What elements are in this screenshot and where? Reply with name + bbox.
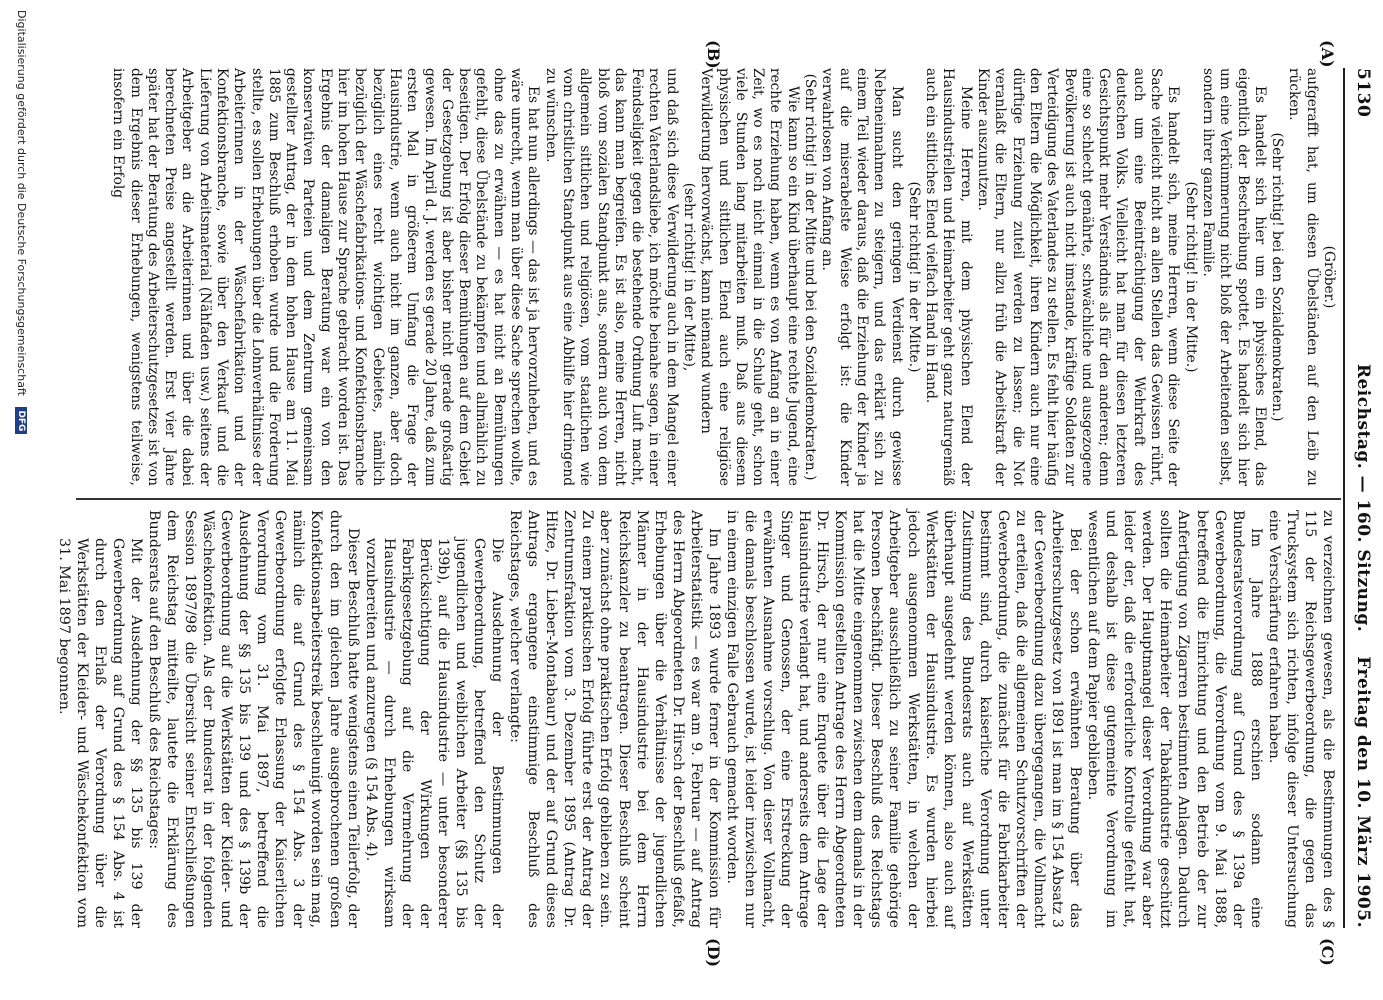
page-header [1343, 68, 1373, 928]
paragraph: (Sehr richtig! in der Mitte.) [1182, 181, 1199, 373]
paragraph: und daß sich diese Verwilderung auch in dem Mangel einer rechten Vaterlandsliebe, ich möchte beinahe sagen, in einer Feindseligkeit gegen die bestehende Ordnung Luft macht, das kann man begreifen. Es ist also, meine Herren, nicht bloß vom sozialen Standpunkt aus, sondern auch von dem allgemein sittlichen und religiösen, vom staatlichen wie vom christlichen Standpunkt aus eine Abhilfe hier dringend zu wünschen. [542, 68, 680, 486]
margin-mark-d: (D) [704, 938, 723, 968]
paragraph: Im Jahre 1888 erschien sodann eine Bundesratsverordnung auf Grund des § 139a der Gewerbeordnung, die Verordnung vom 9. Mai 1888, betreffend die Einrichtung und den Betrieb der zur Anfertigung von Zigarren bestimmten Anlagen. Dadurch sollten die Heimarbeiter der Tabakindustrie geschützt werden. Der Hauptmangel dieser Verordnung war aber leider der, daß die erforderliche Kontrolle gefehlt hat, und deshalb ist diese gutgemeinte Verordnung im wesentlichen auf dem Papier geblieben. [1085, 510, 1264, 928]
page-date: Freitag den 10. März 1905. [1353, 656, 1373, 928]
page-footer [15, 10, 28, 434]
paragraph: Meine Herren, mit dem physischen Elend der Hausindustriellen und Heimarbeiter geht ganz naturgemäß auch ein sittliches Elend vielfach Hand in Hand. [923, 68, 974, 486]
right-text-column [55, 510, 1337, 928]
paragraph: zu verzeichnen gewesen, als die Bestimmungen des § 115 der Reichsgewerbeordnung, die gegen das Trucksystem sich richten, infolge dieser Untersuchung eine Verschärfung erfahren haben. [1265, 510, 1336, 928]
paragraph: (Sehr richtig! in der Mitte.) [905, 181, 922, 373]
paragraph: aufgerafft hat, um diesen Übelständen auf den Leib zu rücken. [1286, 68, 1320, 486]
paragraph: (Sehr richtig! in der Mitte und bei den Sozialdemokraten.) [802, 73, 819, 481]
paragraph: Wie kann so ein Kind überhaupt eine rechte Jugend, eine rechte Erziehung haben, wenn es von Anfang an in einer Zeit, wo es noch nicht einmal in die Schule geht, schon viele Stunden lang mitarbeiten muß. Daß aus diesem physischen und sittlichen Elend auch eine religiöse Verwilderung hervorwächst, kann niemand wundern [698, 68, 801, 486]
margin-mark-b: (B) [704, 40, 723, 69]
margin-mark-a: (A) [1318, 40, 1337, 68]
paragraph: (Gröber.) [1321, 245, 1337, 309]
paragraph: Es handelt sich hier um ein physisches Elend, das eigentlich der Beschreibung spottet. Es handelt sich hier um eine Verkümmerung nicht bloß der Arbeitenden selbst, sondern ihrer ganzen Familie. [1199, 68, 1268, 486]
paragraph: (Sehr richtig! bei den Sozialdemokraten.) [1269, 132, 1286, 422]
page-number: 5130 [1353, 68, 1373, 118]
paragraph: Die Ausdehnung der Bestimmungen der Gewerbeordnung, betreffend den Schutz der jugendlichen und weiblichen Arbeiter (§§ 135 bis 139b), auf die Hausindustrie — unter besonderer Berücksichtigung der Wirkungen der Fabrikgesetzgebung auf die Vermehrung der Hausindustrie — durch Erhebungen wirksam vorzubereiten und anzuregen (§ 154 Abs. 4). [362, 538, 506, 928]
page-title: Reichstag. — 160. Sitzung. [1353, 363, 1373, 633]
left-text-column [109, 68, 1337, 486]
paragraph: Es hat nun allerdings — das ist ja hervorzuheben, und es wäre unrecht, wenn man über diese Sache sprechen wollte, ohne das zu erwähnen — es hat nicht an Bemühungen gefehlt, diese Übelstände zu bekämpfen und allmählich zu beseitigen. Der Erfolg dieser Bemühungen auf dem Gebiet der Gesetzgebung ist aber bisher nicht gerade großartig gewesen. Im April d. J. werden es gerade 20 Jahre, daß zum ersten Mal in größerem Umfang die Frage der Hausindustrie, wenn auch nicht im ganzen, aber doch bezüglich eines recht wichtigen Gebietes, nämlich bezüglich der Wäschefabrikations- und Konfektionsbranche hier im hohen Hause zur Sprache gebracht worden ist. Das Ergebnis der damaligen Beratung war ein von den konservativen Parteien und dem Zentrum gemeinsam gestellter Antrag, der in dem hohen Hause am 11. Mai 1885 zum Beschluß erhoben wurde und die Forderung stellte, es sollen Erhebungen über die Lohnverhältnisse der Arbeiterinnen in der Wäschefabrikation und der Konfektionsbranche, sowie über den Verkauf und die Lieferung von Arbeitsmaterial (Nähfaden usw.) seitens der Arbeitgeber an die Arbeiterinnen und über die dabei berechneten Preise angestellt werden. Erst vier Jahre später hat der Beratung des Arbeiterschutzgesetzes ist von dem Ergebnis dieser Erhebungen, wenigstens teilweise, insofern ein Erfolg [110, 68, 542, 486]
paragraph: Mit der Ausdehnung der §§ 135 bis 139 der Gewerbeordnung auf Grund des § 154 Abs. 4 ist durch den Erlaß der Verordnung über die Werkstätten der Kleider- und Wäschekonfektion vom 31. Mai 1897 begonnen. [55, 538, 144, 928]
dfg-logo: DFG [15, 407, 27, 434]
column-divider [76, 498, 1341, 500]
paragraph: Man sucht den geringen Verdienst durch gewisse Nebeneinnahmen zu steigern, und das erklärt sich zu einem Teil wieder daraus, daß die Erziehung der Kinder ja auf die miserabelste Weise erfolgt ist: die Kinder verwahrlosen von Anfang an. [819, 68, 905, 486]
paragraph: Bei der schon erwähnten Beratung über das Arbeiterschutzgesetz von 1891 ist man im § 154 Absatz 3 der Gewerbeordnung dazu übergegangen, die Vollmacht zu erteilen, daß die allgemeinen Schutzvorschriften der Gewerbeordnung, die zunächst für die Fabrikarbeiter bestimmt sind, durch kaiserliche Verordnung unter Zustimmung des Bundesrats auch auf Werkstätten überhaupt ausgedehnt werden können, also auch auf Werkstätten der Hausindustrie. Es wurden hierbei jedoch ausgenommen Werkstätten, in welchen der Arbeitgeber ausschließlich zu seiner Familie gehörige Personen beschäftigt. Dieser Beschluß des Reichstags hat die Mitte eingenommen zwischen dem damals in der Kommission gestellten Antrage des Herrn Abgeordneten Dr. Hirsch, der nur eine Enquete über die Lage der Hausindustrie verlangt hat, und anderseits dem Antrage Singer und Genossen, der eine Erstreckung der erwähnten Ausnahme vorschlug. Von dieser Vollmacht, die damals beschlossen wurde, ist leider inzwischen nur in einem einzigen Falle Gebrauch gemacht worden. [723, 510, 1084, 928]
paragraph: (sehr richtig! in der Mitte), [681, 182, 698, 372]
margin-mark-c: (C) [1318, 938, 1337, 966]
paragraph: Es handelt sich, meine Herren, wenn diese Seite der Sache vielleicht nicht an allen Stellen das Gewissen rührt, auch um eine Beeinträchtigung der Wehrkraft des deutschen Volks. Vielleicht hat man für diesen letzteren Gesichtspunkt mehr Verständnis als für den anderen; denn eine so schlecht genährte, schwächliche und ausgezogene Bevölkerung ist auch nicht imstande, kräftige Soldaten zur Verteidigung des Vaterlandes zu stellen. Es fehlt hier häufig den Eltern die Möglichkeit, ihren Kindern auch nur eine dürftige Erziehung zuteil werden zu lassen; die Not veranlaßt die Eltern, nur allzu früh die Arbeitskraft der Kinder auszunutzen. [975, 68, 1182, 486]
paragraph: Im Jahre 1893 wurde ferner in der Kommission für Arbeiterstatistik — es war am 9. Februar — auf Antrag des Herrn Abgeordneten Dr. Hirsch der Beschluß gefaßt, Erhebungen über die Verhältnisse der jugendlichen Männer in der Hausindustrie bei dem Herrn Reichskanzler zu beantragen. Dieser Beschluß scheint aber zunächst ohne praktischen Erfolg geblieben zu sein. Zu einem praktischen Erfolg führte erst der Antrag der Zentrumsfraktion vom 3. Dezember 1895 (Antrag Dr. Hitze, Dr. Lieber-Montabaur) und der auf Grund dieses Antrags ergangene einstimmige Beschluß des Reichstages, welcher verlangte: [507, 510, 722, 928]
footer-credit: Digitalisierung gefördert durch die Deutsche Forschungsgemeinschaft [15, 10, 28, 396]
paragraph: Dieser Beschluß hatte wenigstens einen Teilerfolg, der durch den im gleichen Jahre ausgebrochenen großen Konfektionsarbeiterstreik beschleunigt worden sein mag, nämlich die auf Grund des § 154 Abs. 3 der Gewerbeordnung erfolgte Erlassung der Kaiserlichen Verordnung vom 31. Mai 1897, betreffend die Ausdehnung der §§ 135 bis 139 und des § 139b der Gewerbeordnung auf die Werkstätten der Kleider- und Wäschekonfektion. Als der Bundesrat in der folgenden Session 1897/98 die Übersicht seiner Entschließungen dem Reichstag mitteilte, lautete die Erklärung des Bundesrats auf den Beschluß des Reichstages: [145, 510, 361, 928]
header-rule [1343, 68, 1345, 928]
